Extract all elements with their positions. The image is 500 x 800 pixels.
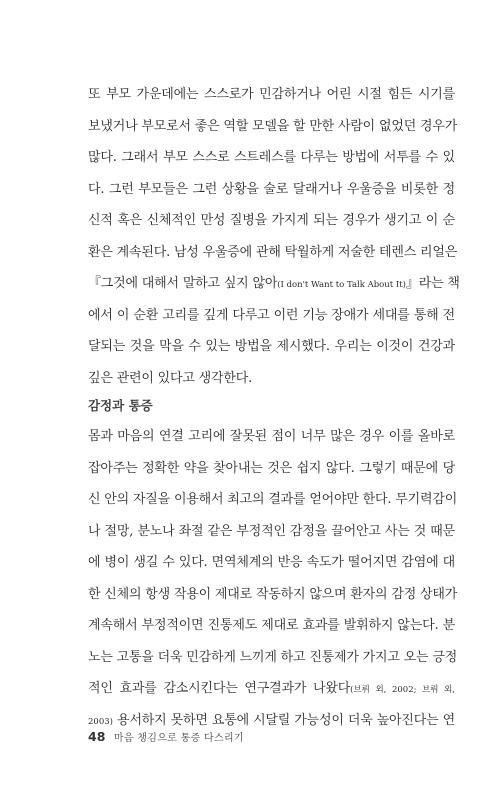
inline-reference: (I don't Want to Talk About It) — [277, 280, 406, 290]
line-text: 잡아주는 정확한 약을 찾아내는 것은 쉽지 않다. 그렇기 때문에 당 — [88, 460, 455, 476]
text-line — [88, 680, 455, 699]
line-text: 몸과 마음의 연결 고리에 잘못된 점이 너무 많은 경우 이를 올바로 — [88, 429, 455, 444]
line-text: 다. 그런 부모들은 그런 상황을 술로 달래거나 우울증을 비롯한 정 — [88, 181, 455, 197]
line-text: 에 병이 생길 수 있다. 면역체계의 반응 속도가 떨어지면 감염에 대 — [88, 555, 455, 570]
section-heading: 감정과 통증 — [88, 398, 153, 413]
line-text: 계속해서 부정적이면 진통제도 제대로 효과를 발휘하지 않는다. 분 — [88, 618, 455, 633]
line-text: 또 부모 가운데에는 스스로가 민감하거나 어린 시절 힘든 시기를 — [88, 87, 455, 102]
text-line — [88, 149, 455, 167]
line-text: 깊은 관련이 있다고 생각한다. — [88, 370, 253, 386]
page-number: 48 — [88, 729, 106, 744]
page-footer — [88, 729, 244, 744]
running-book-title: 마음 챙김으로 통증 다스리기 — [113, 733, 244, 744]
text-line — [88, 307, 455, 325]
line-text: 적인 효과를 감소시킨다는 연구결과가 나왔다 — [88, 681, 351, 696]
text-line — [88, 118, 458, 136]
inline-reference: (브뤼 외, 2002; 브뤼 외, — [350, 685, 455, 695]
text-line — [88, 370, 455, 388]
line-text-continued: 용서하지 못하면 요통에 시달릴 가능성이 더욱 높아진다는 연 — [112, 712, 455, 728]
line-text: 신적 혹은 신체적인 만성 질병을 가지게 되는 경우가 생기고 이 순 — [88, 213, 455, 228]
text-line — [88, 428, 455, 446]
text-line — [88, 712, 455, 731]
line-text: 나 절망, 분노나 좌절 같은 부정적인 감정을 끌어안고 사는 것 때문 — [88, 523, 455, 539]
line-text: 에서 이 순환 고리를 깊게 다루고 이런 기능 장애가 세대를 통해 전 — [88, 307, 455, 323]
text-line — [88, 649, 458, 667]
inline-reference: 2003) — [88, 716, 113, 727]
text-line — [88, 181, 455, 199]
text-line — [88, 338, 455, 356]
line-text: 많다. 그래서 부모 스스로 스트레스를 다루는 방법에 서투를 수 있 — [88, 150, 455, 165]
text-line — [88, 617, 455, 635]
line-text: 한 신체의 항생 작용이 제대로 작동하지 않으며 환자의 감정 상태가 — [88, 586, 458, 602]
line-text: 『그것에 대해서 말하고 싶지 않아 — [88, 276, 278, 291]
line-text: 환은 계속된다. 남성 우울증에 관해 탁월하게 저술한 테렌스 리얼은 — [88, 244, 458, 260]
text-line — [88, 586, 458, 604]
line-text: 보냈거나 부모로서 좋은 역할 모델을 할 만한 사람이 없었던 경우가 — [88, 118, 458, 134]
text-line — [88, 460, 455, 478]
text-line — [88, 86, 455, 104]
line-text: 달되는 것을 막을 수 있는 방법을 제시했다. 우리는 이것이 건강과 — [88, 339, 455, 354]
line-text-continued: 』라는 책 — [405, 276, 460, 291]
text-line — [88, 275, 460, 294]
text-line — [88, 523, 455, 541]
text-line — [88, 554, 455, 572]
line-text: 신 안의 자질을 이용해서 최고의 결과를 얻어야만 한다. 무기력감이 — [88, 492, 458, 507]
line-text: 노는 고통을 더욱 민감하게 느끼게 하고 진통제가 가지고 오는 긍정 — [88, 649, 458, 665]
text-line — [88, 244, 458, 262]
text-line — [88, 491, 458, 509]
text-line — [88, 212, 455, 230]
